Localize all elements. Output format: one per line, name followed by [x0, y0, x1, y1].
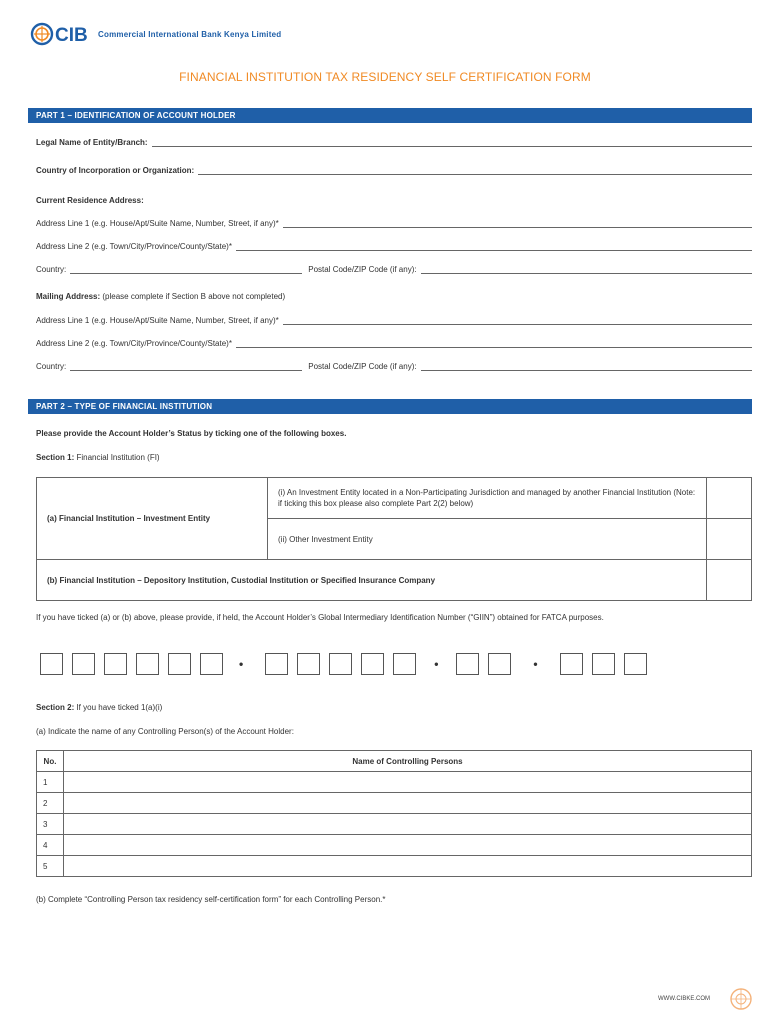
row-number: 2 [37, 793, 64, 814]
footer-url: WWW.CIBKE.COM [658, 996, 710, 1002]
legal-name-input-line[interactable] [152, 138, 752, 147]
part2-instruction: Please provide the Account Holder’s Status by ticking one of the following boxes. [36, 429, 347, 438]
controlling-person-name-cell[interactable] [64, 793, 752, 814]
giin-char-box[interactable] [297, 653, 320, 675]
address-line1-field[interactable] [36, 219, 752, 228]
country-label: Country: [36, 265, 67, 274]
giin-char-box[interactable] [136, 653, 159, 675]
giin-char-box[interactable] [456, 653, 479, 675]
giin-char-box[interactable] [624, 653, 647, 675]
section2-label: Section 2: [36, 703, 75, 712]
giin-instruction: If you have ticked (a) or (b) above, please provide, if held, the Account Holder’s Global Intermediary Identification Number (“GIIN”) obtained for FATCA purposes. [36, 613, 604, 622]
row-b-checkbox[interactable] [707, 560, 752, 601]
controlling-person-name-cell[interactable] [64, 835, 752, 856]
part1-heading: PART 1 – IDENTIFICATION OF ACCOUNT HOLDER [28, 108, 752, 123]
fi-type-table [36, 477, 752, 601]
section2-b-text: (b) Complete “Controlling Person tax residency self-certification form” for each Controlling Person.* [36, 895, 386, 904]
controlling-person-name-cell[interactable] [64, 814, 752, 835]
giin-char-box[interactable] [361, 653, 384, 675]
giin-char-box[interactable] [265, 653, 288, 675]
row-a-label: (a) Financial Institution – Investment Entity [37, 478, 268, 560]
giin-char-box[interactable] [200, 653, 223, 675]
row-a-i-checkbox[interactable] [707, 478, 752, 519]
country-incorporation-field[interactable] [36, 166, 752, 175]
row-b-label: (b) Financial Institution – Depository Institution, Custodial Institution or Specified Insurance Company [37, 560, 707, 601]
legal-name-label: Legal Name of Entity/Branch: [36, 138, 148, 147]
section2-a-text: (a) Indicate the name of any Controlling Person(s) of the Account Holder: [36, 727, 294, 736]
legal-name-field[interactable] [36, 138, 752, 147]
mailing-address-heading [36, 292, 285, 301]
giin-char-box[interactable] [40, 653, 63, 675]
mailing-address-line1-label: Address Line 1 (e.g. House/Apt/Suite Name, Number, Street, if any)* [36, 316, 279, 325]
row-number: 4 [37, 835, 64, 856]
row-a-ii-checkbox[interactable] [707, 519, 752, 560]
mailing-address-line1-input-line[interactable] [283, 316, 752, 325]
mailing-address-note: (please complete if Section B above not completed) [100, 292, 286, 301]
mailing-country-label: Country: [36, 362, 67, 371]
row-number: 3 [37, 814, 64, 835]
giin-separator: • [239, 657, 244, 671]
section2-title [36, 703, 162, 712]
col-header-no: No. [37, 751, 64, 772]
mailing-postal-label: Postal Code/ZIP Code (if any): [308, 362, 417, 371]
giin-input-group [40, 653, 647, 675]
country-postal-row [36, 265, 752, 274]
giin-char-box[interactable] [393, 653, 416, 675]
col-header-name: Name of Controlling Persons [64, 751, 752, 772]
giin-char-box[interactable] [104, 653, 127, 675]
country-incorporation-input-line[interactable] [198, 166, 752, 175]
address-line2-input-line[interactable] [236, 242, 752, 251]
section1-title [36, 453, 160, 462]
mailing-country-input-line[interactable] [70, 362, 302, 371]
mailing-address-line1-field[interactable] [36, 316, 752, 325]
country-incorporation-label: Country of Incorporation or Organization: [36, 166, 195, 175]
mailing-address-line2-input-line[interactable] [236, 339, 752, 348]
section2-desc: If you have ticked 1(a)(i) [74, 703, 163, 712]
section1-label: Section 1: [36, 453, 75, 462]
address-line2-label: Address Line 2 (e.g. Town/City/Province/County/State)* [36, 242, 232, 251]
address-line2-field[interactable] [36, 242, 752, 251]
mailing-address-label: Mailing Address: [36, 292, 101, 301]
giin-separator: • [434, 657, 439, 671]
cib-logo [30, 22, 90, 46]
part2-heading: PART 2 – TYPE OF FINANCIAL INSTITUTION [28, 399, 752, 414]
mailing-postal-input-line[interactable] [421, 362, 752, 371]
mailing-address-line2-field[interactable] [36, 339, 752, 348]
giin-char-box[interactable] [488, 653, 511, 675]
giin-separator: • [533, 657, 538, 671]
address-line1-input-line[interactable] [283, 219, 752, 228]
giin-char-box[interactable] [168, 653, 191, 675]
postal-input-line[interactable] [421, 265, 752, 274]
row-a-i-text: (i) An Investment Entity located in a Non-Participating Jurisdiction and managed by another Financial Institution (Note: if ticking this box please also complete Part 2(2) below) [268, 478, 707, 519]
section1-desc: Financial Institution (FI) [74, 453, 160, 462]
country-input-line[interactable] [70, 265, 302, 274]
postal-label: Postal Code/ZIP Code (if any): [308, 265, 417, 274]
giin-char-box[interactable] [72, 653, 95, 675]
logo-text: CIB [55, 25, 88, 46]
controlling-person-name-cell[interactable] [64, 856, 752, 877]
controlling-person-name-cell[interactable] [64, 772, 752, 793]
bank-name: Commercial International Bank Kenya Limited [98, 30, 282, 39]
current-address-heading: Current Residence Address: [36, 196, 144, 205]
giin-char-box[interactable] [329, 653, 352, 675]
controlling-persons-table [36, 750, 752, 877]
mailing-country-postal-row [36, 362, 752, 371]
footer-logo-icon [730, 986, 752, 1012]
giin-char-box[interactable] [592, 653, 615, 675]
giin-char-box[interactable] [560, 653, 583, 675]
row-a-ii-text: (ii) Other Investment Entity [268, 519, 707, 560]
form-title: FINANCIAL INSTITUTION TAX RESIDENCY SELF CERTIFICATION FORM [179, 70, 591, 84]
row-number: 5 [37, 856, 64, 877]
row-number: 1 [37, 772, 64, 793]
address-line1-label: Address Line 1 (e.g. House/Apt/Suite Name, Number, Street, if any)* [36, 219, 279, 228]
mailing-address-line2-label: Address Line 2 (e.g. Town/City/Province/County/State)* [36, 339, 232, 348]
